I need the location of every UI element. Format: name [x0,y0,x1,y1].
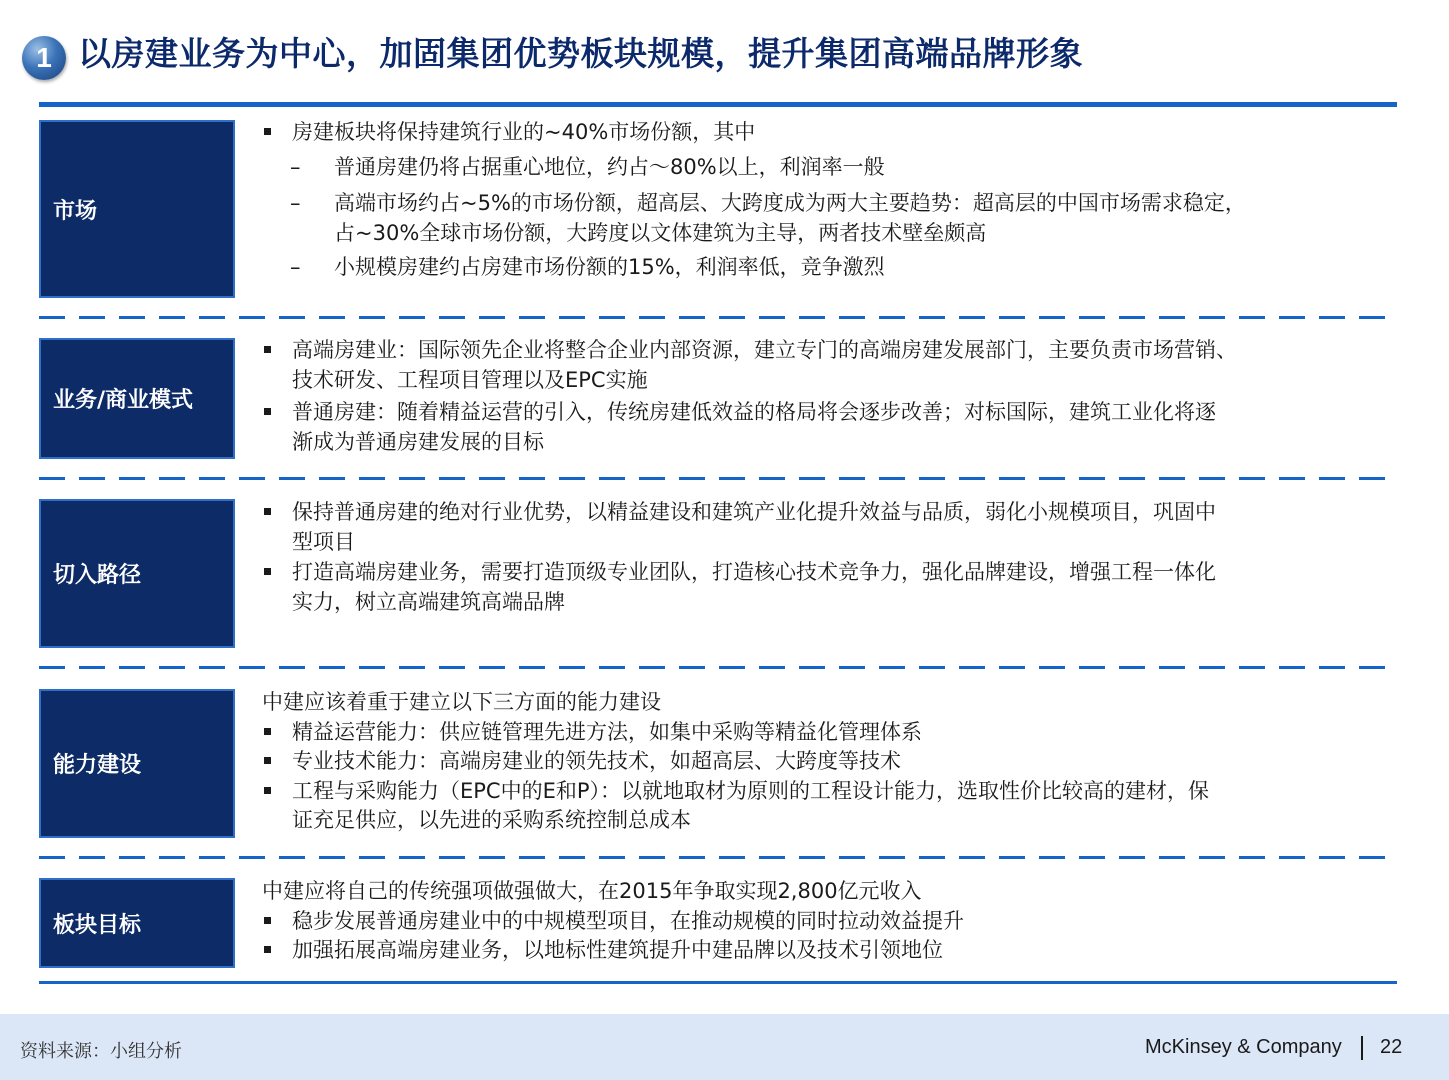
section-label-segment-goal [39,878,235,968]
list-subitem-text: 高端市场约占~5%的市场份额，超高层、大跨度成为两大主要趋势：超高层的中国市场需求稳定， [334,191,1246,215]
section-label-text: 切入路径 [53,563,142,588]
list-item [262,777,1387,836]
list-subitem-text: 小规模房建约占房建市场份额的15%，利润率低，竞争激烈 [334,255,885,279]
section-divider [39,666,1397,669]
section-divider [39,316,1397,319]
list-item-text: 实力，树立高端建筑高端品牌 [292,589,565,614]
section-label-text: 市场 [53,198,98,224]
list-item-text: 高端房建业：国际领先企业将整合企业内部资源，建立专门的高端房建发展部门，主要负责市场营销、 [292,338,1237,362]
list-item-text: 打造高端房建业务，需要打造顶级专业团队，打造核心技术竞争力，强化品牌建设，增强工程一体化 [292,560,1216,584]
section-content-segment-goal [262,877,1387,966]
list-item-text: 普通房建：随着精益运营的引入，传统房建低效益的格局将会逐步改善；对标国际，建筑工业化将逐 [292,400,1216,424]
bullet-square-icon [264,508,271,515]
footer [0,1014,1449,1080]
bullet-square-icon [264,917,271,924]
section-number-badge: 1 [22,36,66,80]
section-divider [39,477,1397,480]
bullet-square-icon [264,757,271,764]
page-title: 以房建业务为中心，加固集团优势板块规模，提升集团高端品牌形象 [78,34,1083,73]
list-item [262,118,1387,148]
title-underline [39,102,1397,107]
list-item-text: 工程与采购能力（EPC中的E和P）：以就地取材为原则的工程设计能力，选取性价比较高的建材，保 [292,778,1210,803]
section-content-entry-path [262,498,1387,617]
section-intro-text [262,877,1387,907]
section-content-business-model [262,336,1387,457]
list-item-text: 房建板块将保持建筑行业的~40%市场份额，其中 [292,120,756,144]
list-item-text: 型项目 [292,529,355,554]
section-content-capability [262,688,1387,836]
section-label-business-model [39,338,235,459]
intro-line: 中建应该着重于建立以下三方面的能力建设 [262,690,661,714]
bullet-square-icon [264,346,271,353]
section-label-text: 板块目标 [53,912,142,938]
bullet-square-icon [264,728,271,735]
page-number: 22 [1380,1036,1403,1058]
company-name: McKinsey & Company [1145,1036,1342,1058]
list-item [262,936,1387,966]
content-bottom-rule [39,981,1397,984]
bullet-square-icon [264,787,271,794]
section-label-capability [39,689,235,838]
list-item [262,498,1387,557]
section-label-entry-path [39,499,235,648]
list-subitem [262,253,1387,283]
bullet-square-icon [264,946,271,953]
list-subitem [262,153,1387,183]
list-item [262,907,1387,937]
section-label-text: 能力建设 [53,753,142,778]
list-subitem [262,189,1387,248]
section-label-market [39,120,235,298]
section-content-market [262,118,1387,283]
dash-marker: – [290,255,301,279]
list-item [262,398,1387,457]
list-item-text: 渐成为普通房建发展的目标 [292,429,544,454]
list-item [262,336,1387,395]
list-item-text: 加强拓展高端房建业务，以地标性建筑提升中建品牌以及技术引领地位 [292,938,943,962]
footer-divider [1361,1036,1363,1060]
section-divider [39,856,1397,859]
source-note: 资料来源：小组分析 [20,1041,182,1062]
list-item [262,718,1387,748]
bullet-square-icon [264,128,271,135]
list-item-text: 精益运营能力：供应链管理先进方法，如集中采购等精益化管理体系 [292,719,922,744]
section-intro-text [262,688,1387,718]
list-item [262,558,1387,617]
list-item [262,747,1387,777]
list-item-text: 保持普通房建的绝对行业优势，以精益建设和建筑产业化提升效益与品质，弱化小规模项目，巩固中 [292,500,1216,524]
intro-line: 中建应将自己的传统强项做强做大，在2015年争取实现2,800亿元收入 [262,879,922,903]
list-subitem-text: 普通房建仍将占据重心地位，约占～80%以上，利润率一般 [334,154,885,179]
list-subitem-text: 占~30%全球市场份额，大跨度以文体建筑为主导，两者技术壁垒颇高 [334,220,987,245]
bullet-square-icon [264,408,271,415]
bullet-square-icon [264,568,271,575]
list-item-text: 技术研发、工程项目管理以及EPC实施 [292,367,648,392]
section-label-text: 业务/商业模式 [53,388,194,413]
list-item-text: 专业技术能力：高端房建业的领先技术，如超高层、大跨度等技术 [292,749,901,773]
dash-marker: – [290,154,301,179]
list-item-text: 稳步发展普通房建业中的中规模型项目，在推动规模的同时拉动效益提升 [292,908,964,933]
list-item-text: 证充足供应，以先进的采购系统控制总成本 [292,808,691,832]
dash-marker: – [290,191,301,215]
